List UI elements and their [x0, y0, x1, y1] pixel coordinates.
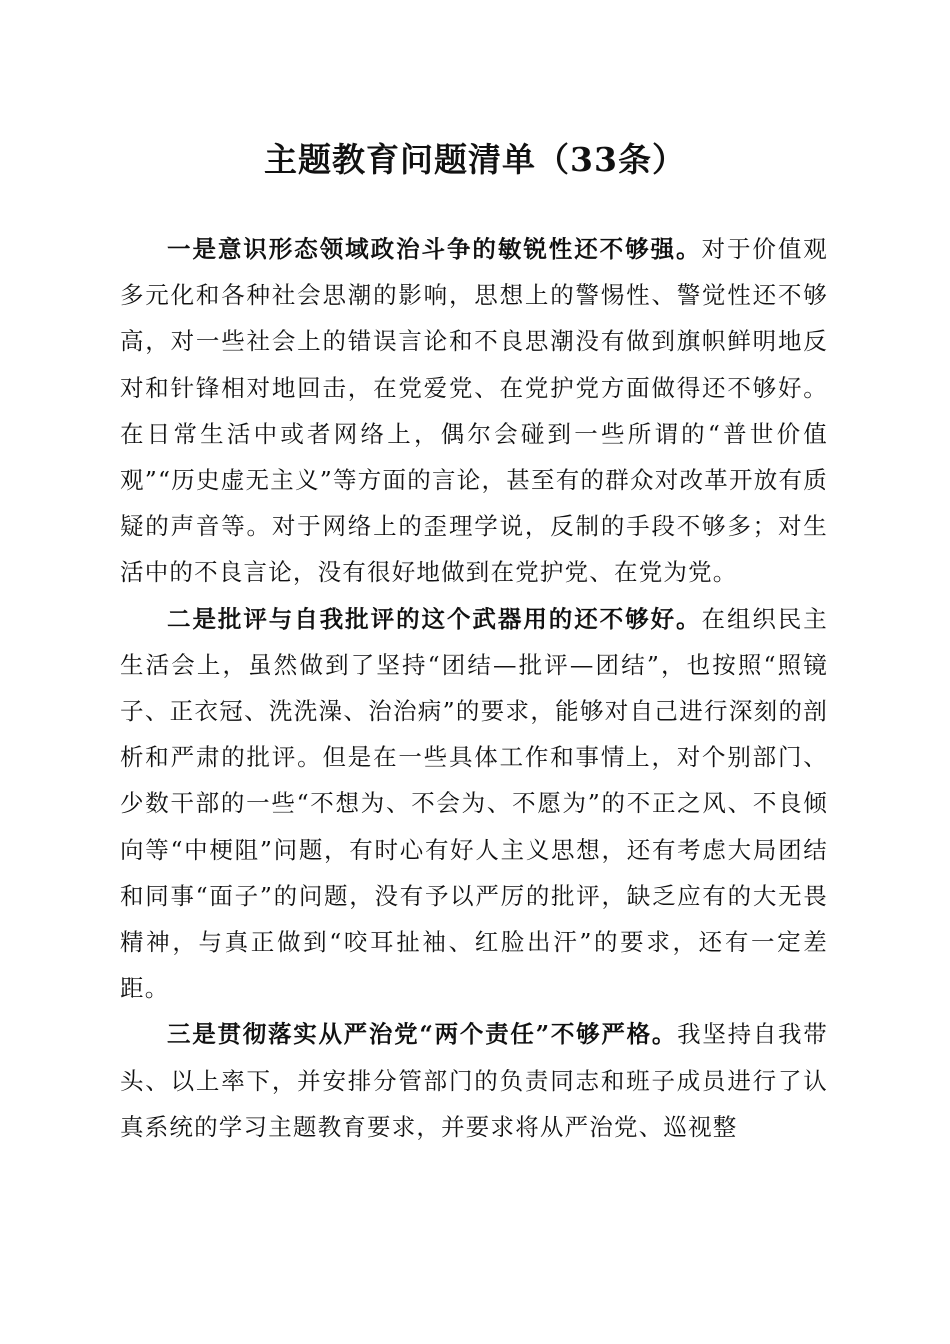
paragraph-3-text: 我坚持自我带头、以上率下，并安排分管部门的负责同志和班子成员进行了认真系统的学习主题教育要求，并要求将从严治党、巡视整: [120, 1020, 828, 1141]
paragraph-2-lead: 二是批评与自我批评的这个武器用的还不够好。: [167, 604, 702, 633]
paragraph-3-lead: 三是贯彻落实从严治党“两个责任”不够严格。: [167, 1020, 678, 1049]
paragraph-2: [120, 596, 828, 1012]
paragraph-1: [120, 226, 828, 596]
paragraph-3: [120, 1011, 828, 1150]
page-title: 主题教育问题清单（33条）: [264, 140, 686, 179]
paragraph-1-text: 对于价值观多元化和各种社会思潮的影响，思想上的警惕性、警觉性还不够高，对一些社会上的错误言论和不良思潮没有做到旗帜鲜明地反对和针锋相对地回击，在党爱党、在党护党方面做得还不够好。在日常生活中或者网络上，偶尔会碰到一些所谓的“普世价值观”“历史虚无主义”等方面的言论，甚至有的群众对改革开放有质疑的声音等。对于网络上的歪理学说，反制的手段不够多；对生活中的不良言论，没有很好地做到在党护党、在党为党。: [120, 235, 829, 587]
paragraph-2-text: 在组织民主生活会上，虽然做到了坚持“团结—批评—团结”，也按照“照镜子、正衣冠、洗洗澡、治治病”的要求，能够对自己进行深刻的剖析和严肃的批评。但是在一些具体工作和事情上，对个别部门、少数干部的一些“不想为、不会为、不愿为”的不正之风、不良倾向等“中梗阻”问题，有时心有好人主义思想，还有考虑大局团结和同事“面子”的问题，没有予以严厉的批评，缺乏应有的大无畏精神，与真正做到“咬耳扯袖、红脸出汗”的要求，还有一定差距。: [120, 604, 829, 1003]
paragraph-1-lead: 一是意识形态领域政治斗争的敏锐性还不够强。: [167, 235, 702, 263]
document-body: [120, 226, 828, 1150]
